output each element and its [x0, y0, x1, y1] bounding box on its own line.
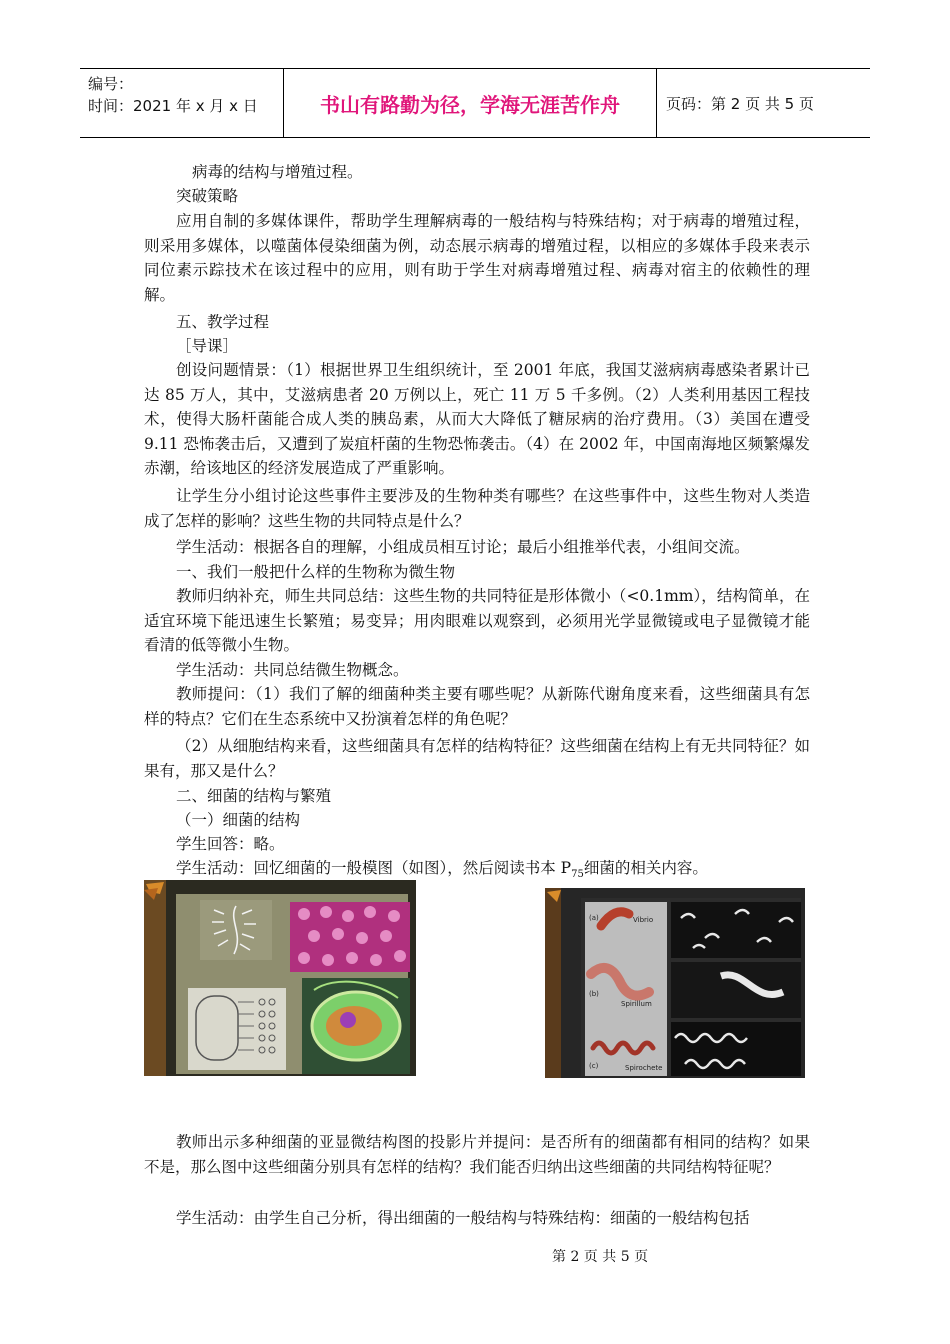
bacteria-model-figure — [144, 880, 416, 1076]
paragraph: 病毒的结构与增殖过程。 — [192, 163, 363, 181]
paragraph-text: 学生活动：回忆细菌的一般模图（如图），然后阅读书本 P — [176, 859, 572, 877]
panel-label: (c) — [589, 1062, 599, 1070]
section-heading: （一）细菌的结构 — [176, 811, 301, 829]
paragraph: 创设问题情景：（1）根据世界卫生组织统计，至 2001 年底，我国艾滋病病毒感染者累计已达 85 万人，其中，艾滋病患者 20 万例以上，死亡 11 万 5 千多例。（2）人类利用基因工程技术，使得大肠杆菌能合成人类的胰岛素，从而大大降低了糖尿病的治疗费用。（3）美国在遭受 9.11 恐怖袭击后，又遭到了炭疽杆菌的生物恐怖袭击。（4）在 2002 年，中国南海地区频繁爆发赤潮，给该地区的经济发展造成了严重影响。 — [144, 361, 810, 477]
paragraph-text: 细菌的相关内容。 — [583, 859, 708, 877]
paragraph: 应用自制的多媒体课件，帮助学生理解病毒的一般结构与特殊结构；对于病毒的增殖过程，则采用多媒体，以噬菌体侵染细菌为例，动态展示病毒的增殖过程，以相应的多媒体手段来表示同位素示踪技术在该过程中的应用，则有助于学生对病毒增殖过程、病毒对宿主的依赖性的理解。 — [144, 212, 810, 304]
panel-label: (b) — [589, 990, 599, 998]
section-heading: 一、我们一般把什么样的生物称为微生物 — [176, 563, 456, 581]
paragraph: 教师提问：（1）我们了解的细菌种类主要有哪些呢？从新陈代谢角度来看，这些细菌具有怎样的特点？它们在生态系统中又扮演着怎样的角色呢？ — [144, 685, 810, 728]
paragraph: 学生活动：由学生自己分析，得出细菌的一般结构与特殊结构：细菌的一般结构包括 — [176, 1209, 750, 1227]
panel-label: Vibrio — [633, 916, 654, 924]
panel-label: Spirochete — [625, 1064, 663, 1072]
number-label: 编号： — [88, 75, 134, 93]
bacteria-shapes-figure — [545, 888, 805, 1078]
paragraph: 让学生分小组讨论这些事件主要涉及的生物种类有哪些？在这些事件中，这些生物对人类造成了怎样的影响？这些生物的共同特点是什么？ — [144, 487, 810, 530]
paragraph: （2）从细胞结构来看，这些细菌具有怎样的结构特征？这些细菌在结构上有无共同特征？如果有，那又是什么？ — [144, 737, 810, 780]
section-heading: 五、教学过程 — [176, 313, 270, 331]
footer-page-number: 第 2 页 共 5 页 — [552, 1249, 649, 1265]
bacteria-model-illustration — [144, 880, 416, 1076]
panel-label: (a) — [589, 914, 599, 922]
panel-label: Spirillum — [621, 1000, 652, 1008]
paragraph: 教师出示多种细菌的亚显微结构图的投影片并提问：是否所有的细菌都有相同的结构？如果不是，那么图中这些细菌分别具有怎样的结构？我们能否归纳出这些细菌的共同结构特征呢？ — [144, 1133, 810, 1176]
paragraph: 学生活动：根据各自的理解，小组成员相互讨论；最后小组推举代表，小组间交流。 — [176, 538, 750, 556]
paragraph: ［导课］ — [176, 337, 239, 355]
bacteria-shapes-illustration — [545, 888, 805, 1078]
time-label: 时间：2021 年 x 月 x 日 — [88, 97, 258, 115]
section-heading: 二、细菌的结构与繁殖 — [176, 787, 332, 805]
header-page-label: 页码：第 2 页 共 5 页 — [666, 95, 814, 113]
header-meta — [88, 73, 258, 117]
paragraph: 学生活动：共同总结微生物概念。 — [176, 661, 409, 679]
subscript: 75 — [571, 869, 584, 881]
paragraph: 教师归纳补充，师生共同总结：这些生物的共同特征是形体微小（<0.1mm），结构简单，在适宜环境下能迅速生长繁殖；易变异；用肉眼难以观察到，必须用光学显微镜或电子显微镜才能看清的低等微小生物。 — [144, 587, 810, 654]
paragraph: 学生回答：略。 — [176, 835, 285, 853]
header-motto: 书山有路勤为径，学海无涯苦作舟 — [320, 92, 620, 117]
paragraph: 突破策略 — [176, 187, 239, 205]
header-divider — [656, 69, 657, 137]
page-header — [80, 68, 870, 138]
